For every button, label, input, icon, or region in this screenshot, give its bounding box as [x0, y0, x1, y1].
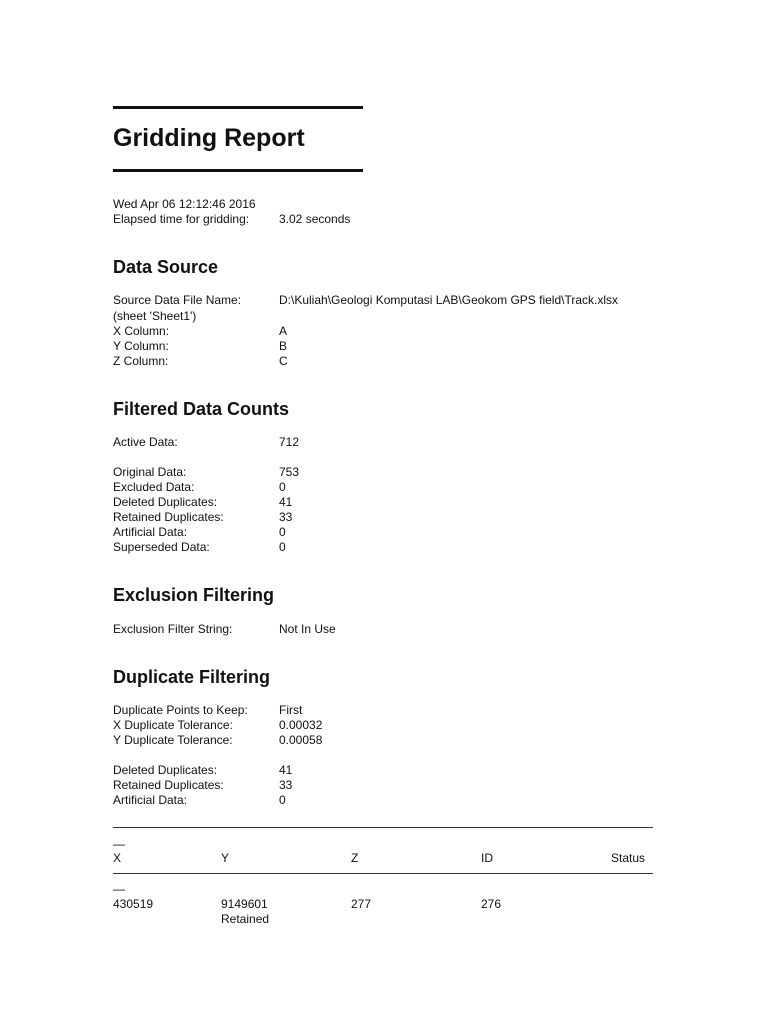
- file-value: D:\Kuliah\Geologi Komputasi LAB\Geokom GPS field\Track.xlsx: [279, 293, 619, 307]
- table-cell-x: 430519: [113, 897, 154, 911]
- col-header-id: ID: [481, 851, 493, 865]
- sheet-row: (sheet 'Sheet1'): [113, 309, 197, 323]
- exclusion-filter-row: Exclusion Filter String: Not In Use: [113, 622, 336, 636]
- filtered-counts-heading: Filtered Data Counts: [113, 399, 290, 419]
- title-rule-top: [113, 106, 363, 109]
- excluded-data-row: Excluded Data: 0: [113, 480, 286, 494]
- report-date: Wed Apr 06 12:12:46 2016: [113, 197, 256, 211]
- table-cell-y: 9149601: [221, 897, 268, 911]
- active-data-row: Active Data: 712: [113, 435, 300, 449]
- x-tolerance-row: X Duplicate Tolerance: 0.00032: [113, 718, 323, 732]
- elapsed-value: 3.02 seconds: [279, 212, 351, 226]
- exclusion-heading: Exclusion Filtering: [113, 585, 275, 605]
- x-column-row: X Column: A: [113, 324, 288, 338]
- table-rule-middle: [113, 873, 653, 874]
- table-rule-middle-wrap: —: [113, 882, 125, 896]
- table-rule-top: [113, 827, 653, 828]
- dup-deleted-row: Deleted Duplicates: 41: [113, 763, 293, 777]
- file-row: [113, 293, 618, 308]
- original-data-row: Original Data: 753: [113, 465, 300, 479]
- duplicate-heading: Duplicate Filtering: [113, 667, 271, 687]
- col-header-status: Status: [611, 851, 646, 865]
- table-cell-status: Retained: [221, 912, 270, 926]
- artificial-data-row: Artificial Data: 0: [113, 525, 286, 539]
- deleted-duplicates-row: Deleted Duplicates: 41: [113, 495, 293, 509]
- col-header-y: Y: [221, 851, 230, 865]
- superseded-data-row: Superseded Data: 0: [113, 540, 286, 554]
- table-cell-id: 276: [481, 897, 502, 911]
- col-header-x: X: [113, 851, 122, 865]
- title-rule-bottom: [113, 169, 363, 172]
- dup-artificial-row: Artificial Data: 0: [113, 793, 286, 807]
- elapsed-row: [113, 212, 350, 227]
- table-cell-z: 277: [351, 897, 372, 911]
- retained-duplicates-row: Retained Duplicates: 33: [113, 510, 293, 524]
- y-column-row: Y Column: B: [113, 339, 288, 353]
- dup-retained-row: Retained Duplicates: 33: [113, 778, 293, 792]
- page-title: Gridding Report: [113, 124, 305, 152]
- keep-row: Duplicate Points to Keep: First: [113, 703, 303, 717]
- file-label: Source Data File Name:: [113, 293, 242, 307]
- z-column-row: Z Column: C: [113, 354, 288, 368]
- data-source-heading: Data Source: [113, 257, 219, 277]
- col-header-z: Z: [351, 851, 359, 865]
- table-rule-top-wrap: —: [113, 837, 125, 851]
- y-tolerance-row: Y Duplicate Tolerance: 0.00058: [113, 733, 323, 747]
- elapsed-label: Elapsed time for gridding:: [113, 212, 250, 226]
